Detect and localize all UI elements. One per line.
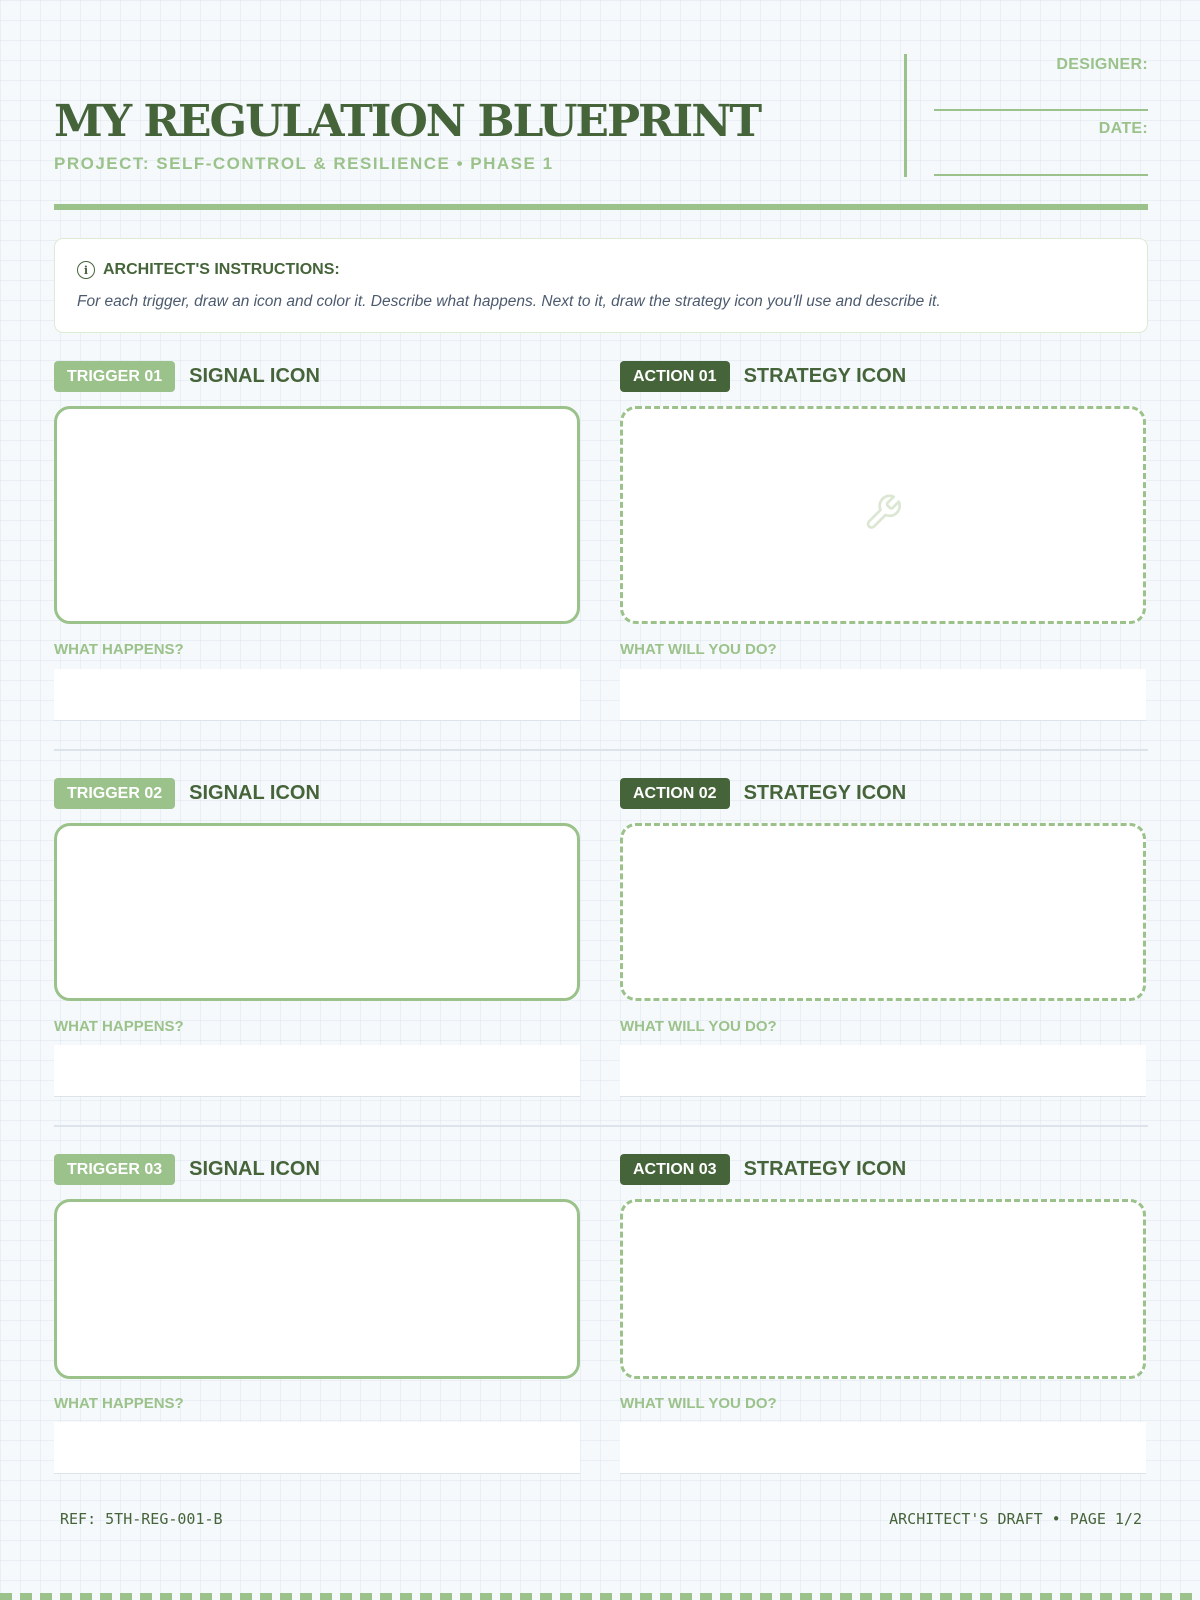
signal-icon-drawing-box[interactable]: [54, 1199, 580, 1379]
trigger-title: SIGNAL ICON: [189, 781, 320, 804]
action-column: [620, 777, 1146, 1035]
trigger-badge: TRIGGER 02: [54, 778, 175, 809]
trigger-column: [54, 1153, 580, 1412]
action-badge: ACTION 01: [620, 361, 730, 392]
action-badge: ACTION 02: [620, 778, 730, 809]
trigger-answer-field[interactable]: [54, 1422, 580, 1474]
action-question: WHAT WILL YOU DO?: [620, 1018, 777, 1035]
page-subtitle: PROJECT: SELF-CONTROL & RESILIENCE • PHASE 1: [54, 154, 554, 173]
footer-page-info: ARCHITECT'S DRAFT • PAGE 1/2: [889, 1510, 1142, 1528]
action-question: WHAT WILL YOU DO?: [620, 641, 777, 658]
wrench-icon: [863, 493, 903, 538]
strategy-icon-drawing-box[interactable]: [620, 406, 1146, 624]
strategy-icon-drawing-box[interactable]: [620, 1199, 1146, 1379]
header-divider: [904, 54, 907, 177]
action-column: [620, 360, 1146, 658]
action-badge: ACTION 03: [620, 1154, 730, 1185]
action-answer-field[interactable]: [620, 1422, 1146, 1474]
bottom-dashed-border: [0, 1593, 1200, 1600]
date-field[interactable]: [934, 174, 1148, 176]
date-label: DATE:: [1098, 120, 1148, 137]
instructions-text: For each trigger, draw an icon and color it. Describe what happens. Next to it, draw the strategy icon you'll use and describe it.: [77, 293, 941, 310]
designer-label: DESIGNER:: [1056, 56, 1148, 73]
row-divider: [54, 1125, 1148, 1127]
trigger-answer-field[interactable]: [54, 669, 580, 721]
trigger-badge: TRIGGER 01: [54, 361, 175, 392]
footer-ref: REF: 5TH-REG-001-B: [60, 1510, 223, 1528]
action-answer-field[interactable]: [620, 1045, 1146, 1097]
trigger-question: WHAT HAPPENS?: [54, 1018, 184, 1035]
action-title: STRATEGY ICON: [743, 364, 907, 387]
header-rule: [54, 204, 1148, 210]
signal-icon-drawing-box[interactable]: [54, 406, 580, 624]
instructions-heading: [77, 261, 340, 279]
trigger-title: SIGNAL ICON: [189, 364, 320, 387]
instructions-box: [54, 238, 1148, 333]
row-divider: [54, 749, 1148, 751]
trigger-question: WHAT HAPPENS?: [54, 641, 184, 658]
designer-field[interactable]: [934, 109, 1148, 111]
trigger-column: [54, 360, 580, 658]
trigger-answer-field[interactable]: [54, 1045, 580, 1097]
strategy-icon-drawing-box[interactable]: [620, 823, 1146, 1001]
action-title: STRATEGY ICON: [743, 1157, 907, 1180]
trigger-column: [54, 777, 580, 1035]
action-column: [620, 1153, 1146, 1412]
worksheet-page: [54, 0, 1148, 1600]
action-title: STRATEGY ICON: [743, 781, 907, 804]
page-title: MY REGULATION BLUEPRINT: [54, 96, 761, 147]
signal-icon-drawing-box[interactable]: [54, 823, 580, 1001]
instructions-heading-text: ARCHITECT'S INSTRUCTIONS:: [103, 261, 340, 278]
trigger-question: WHAT HAPPENS?: [54, 1395, 184, 1412]
action-answer-field[interactable]: [620, 669, 1146, 721]
info-icon: i: [77, 261, 95, 279]
trigger-title: SIGNAL ICON: [189, 1157, 320, 1180]
trigger-badge: TRIGGER 03: [54, 1154, 175, 1185]
action-question: WHAT WILL YOU DO?: [620, 1395, 777, 1412]
